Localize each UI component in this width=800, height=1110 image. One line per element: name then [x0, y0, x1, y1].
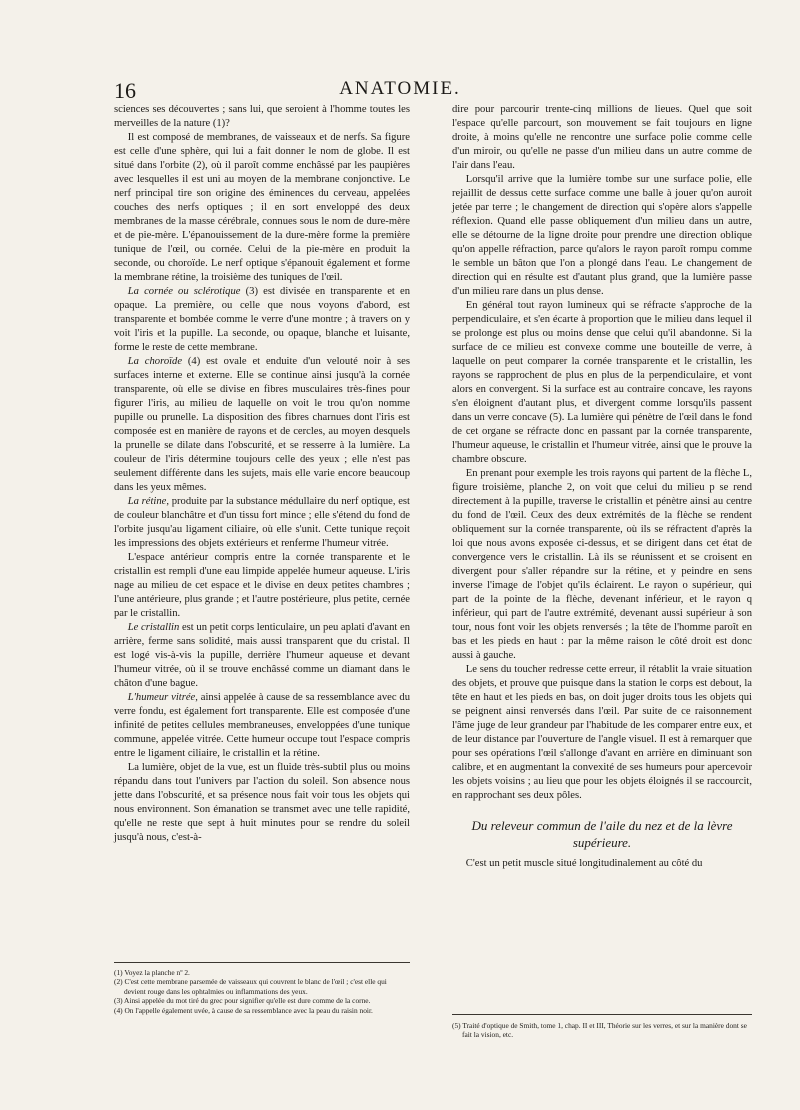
running-head: ANATOMIE. — [339, 78, 461, 99]
paragraph-body: (3) est divisée en transparente et en opaque. La première, ou celle que nous voyons d'abord, est transparente et bombée comme le verre d'une montre ; à travers on y voit l'iris et la pupille. La seconde, ou opaque, blanche et luisante, forme le reste de cette membrane. — [114, 286, 411, 353]
paragraph-body: , produite par la substance médullaire du nerf optique, est de couleur blanchâtre et d'un tissu fort mince ; elle s'étend du fond de l'orbite jusqu'au ligament ciliaire, où elle s'unit. Cette tunique reçoit les impressions des objets extérieurs et renferme l'humeur vitrée. — [114, 496, 410, 549]
paragraph-lead: La rétine — [127, 496, 167, 507]
left-footnotes — [114, 968, 410, 1015]
paragraph-lead: La choroïde — [127, 356, 183, 367]
paragraph-lead: Le cristallin — [127, 622, 180, 633]
paragraph — [114, 691, 410, 761]
paragraph: C'est un petit muscle situé longitudinalement au côté du — [465, 858, 703, 869]
footnote: (3) Ainsi appelée du mot tiré du grec pour signifier qu'elle est dure comme de la corne. — [114, 996, 371, 1006]
paragraph-body: est un petit corps lenticulaire, un peu aplati d'avant en arrière, ferme sans solidité, mais aussi transparent que du cristal. Il est logé vis-à-vis la pupille, derrière l'humeur aqueuse et devant l'humeur vitrée, où il se trouve enchâssé comme un diamant dans le châton d'une bague. — [114, 622, 411, 689]
paragraph-body: (4) est ovale et enduite d'un velouté noir à ses surfaces interne et externe. Elle se continue ainsi jusqu'à la cornée transparente, où elle se divise en fibres musculaires très-fines pour figurer l'iris, au milieu de laquelle on voit le trou qu'on nomme pupille ou prunelle. La disposition des fibres charnues dont l'iris est composée est en manière de rayons et de cercles, au moyen desquels la prunelle se dilate dans l'obscurité, et se resserre à la lumière. La couleur de l'iris détermine toujours celle des yeux ; elle n'est pas seulement différente dans les sujets, mais elle varie encore beaucoup dans les yeux mêmes. — [114, 356, 410, 493]
paragraph-body: , ainsi appelée à cause de sa ressemblance avec du verre fondu, est également fort transparente. Elle est composée d'une infinité de petites cellules membraneuses, enveloppées d'une tunique commune, appelée vitrée. Cette humeur occupe tout l'espace compris entre le ligament ciliaire, le cristallin et la rétine. — [114, 692, 410, 759]
footnote: (4) On l'appelle également uvée, à cause de sa ressemblance avec la peau du raisin noir. — [114, 1005, 373, 1015]
footnote: (1) Voyez la planche nº 2. — [114, 968, 190, 977]
footnote: (5) Traité d'optique de Smith, tome 1, chap. II et III, Théorie sur les verres, et sur la manière dont se fait la vision, etc. — [452, 1021, 747, 1040]
section-title: Du releveur commun de l'aile du nez et de la lèvre supérieure. — [471, 818, 733, 850]
paragraph — [114, 355, 410, 495]
footnote-divider — [452, 1014, 752, 1015]
page-number: 16 — [114, 78, 136, 103]
paragraph: Il est composé de membranes, de vaisseaux et de nerfs. Sa figure est celle d'une sphère, qui lui a fait donner le nom de globe. Il est situé dans l'orbite (2), où il paroît comme enchâssé par les paupières avec lesquelles il est uni au moyen de la membrane conjonctive. Le nerf principal tire son origine des éminences du cerveau, appelées couches des nerfs optiques ; il en sort enveloppé des deux membranes de la masse cérébrale, connues sous le nom de dure-mère et de pie-mère. L'épanouissement de la dure-mère forme la première tunique de l'œil, ou cornée. Celui de la pie-mère en produit la seconde, ou choroïde. Le nerf optique s'épanouit également et forme la membrane rétine, la troisième des tuniques de l'œil. — [114, 132, 410, 283]
paragraph-lead: La cornée ou sclérotique — [127, 286, 241, 297]
footnote: (2) C'est cette membrane parsemée de vaisseaux qui couvrent le blanc de l'œil ; c'est elle qui devient rouge dans les ophtalmies ou inflammations des yeux. — [114, 977, 387, 996]
footnote-divider — [114, 962, 410, 963]
left-column — [114, 103, 410, 845]
paragraph: Lorsqu'il arrive que la lumière tombe sur une surface polie, elle rejaillit de dessus cette surface comme une balle à jouer qu'on auroit jetée par terre ; le changement de direction qui s'opère alors s'appelle réflexion. Quand elle passe obliquement d'un milieu dans un autre, elle se détourne de la ligne droite pour prendre une direction oblique qu'on appelle réfraction, parce qu'alors le rayon paroît rompu comme le semble un bâton que l'on a plongé dans l'eau. Le changement de direction qui en résulte est d'autant plus grand, que la lumière passe d'un milieu rare dans un plus dense. — [452, 174, 752, 297]
right-footnotes — [452, 1021, 752, 1040]
paragraph — [114, 495, 410, 551]
paragraph: L'espace antérieur compris entre la cornée transparente et le cristallin est rempli d'une eau limpide appelée humeur aqueuse. L'iris nage au milieu de cet espace et le divise en deux petites chambres ; l'une antérieure, plus grande ; et l'autre postérieure, plus petite, cernée par le cristallin. — [114, 552, 410, 619]
paragraph: dire pour parcourir trente-cinq millions de lieues. Quel que soit l'espace qu'elle parcourt, son mouvement se fait toujours en ligne droite, à moins qu'elle ne rencontre une surface polie comme celle d'un miroir, ou qu'elle ne passe d'un milieu dans un autre comme de l'air dans l'eau. — [452, 104, 752, 171]
paragraph: En général tout rayon lumineux qui se réfracte s'approche de la perpendiculaire, et s'en écarte à proportion que le milieu dans lequel il se prolonge est plus ou moins dense que celui qu'il abandonne. Si la surface de ce milieu est convexe comme une bouteille de verre, à laquelle on peut comparer la cornée transparente et le cristallin, les rayons se rapprochent de plus en plus de la perpendiculaire, et vont alors en convergent. Si la surface est au contraire concave, les rayons s'en éloignent d'autant plus, et divergent comme lorsqu'ils passent dans un verre concave (5). La lumière qui pénètre de l'œil dans le fond de cet organe se réfracte donc en passant par la cornée transparente, l'humeur aqueuse, le cristallin et l'humeur vitrée, ainsi que le prouve la chambre obscure. — [452, 300, 752, 465]
paragraph — [114, 285, 410, 355]
right-column — [452, 103, 752, 871]
paragraph-lead: L'humeur vitrée — [127, 692, 196, 703]
paragraph: Le sens du toucher redresse cette erreur, il rétablit la vraie situation des objets, et prouve que puisque dans la station le corps est debout, la tête en haut et les pieds en bas, on doit juger droits tous les objets qui se peignent ainsi renversés dans l'œil. Par suite de ce raisonnement l'âme juge de leur grandeur par l'habitude de les comparer entre eux, et de leur distance par l'ouverture de l'angle visuel. Il est à remarquer que pour ses opérations l'œil s'allonge d'avant en arrière en diminuant son calibre, et en augmentant la convexité de ses humeurs pour apercevoir les objets voisins ; au lieu que pour les objets éloignés il se raccourcit, en rapprochant ses deux pôles. — [452, 664, 753, 801]
paragraph — [114, 621, 410, 691]
paragraph: En prenant pour exemple les trois rayons qui partent de la flèche L, figure troisième, planche 2, on voit que celui du milieu p se rend directement à la pupille, traverse le cristallin et pénètre ainsi au centre du fond de l'œil. Ceux des deux extrémités de la flèche se rendent obliquement sur la cornée transparente, où ils se réfractent d'après la loi que nous avons exposée ci-dessus, et se dirigent dans cet état de convergence vers le cristallin. Là ils se réunissent et se croisent en divergent pour s'aller répandre sur la rétine, et y peindre en sens inverse l'image de l'objet qu'ils éclairent. Le rayon o supérieur, qui part de la pointe de la flèche, devenant inférieur, et le rayon q inférieur, qui part de l'autre extrémité, devenant aussi supérieur à son tour, nous font voir les objets renversés ; la tête de l'homme paroît en bas et les pieds en haut : par la même raison le côté droit est donc aussi à gauche. — [452, 468, 752, 661]
paragraph: sciences ses découvertes ; sans lui, que seroient à l'homme toutes les merveilles de la nature (1)? — [114, 104, 410, 129]
paragraph: La lumière, objet de la vue, est un fluide très-subtil plus ou moins répandu dans tout l'univers par l'action du soleil. Son absence nous jette dans l'obscurité, et sa présence nous fait voir tous les objets qui nous environnent. Son émanation se transmet avec une telle rapidité, qu'elle ne reste que sept à huit minutes pour se rendre du soleil jusqu'à nous, c'est-à- — [114, 762, 410, 843]
